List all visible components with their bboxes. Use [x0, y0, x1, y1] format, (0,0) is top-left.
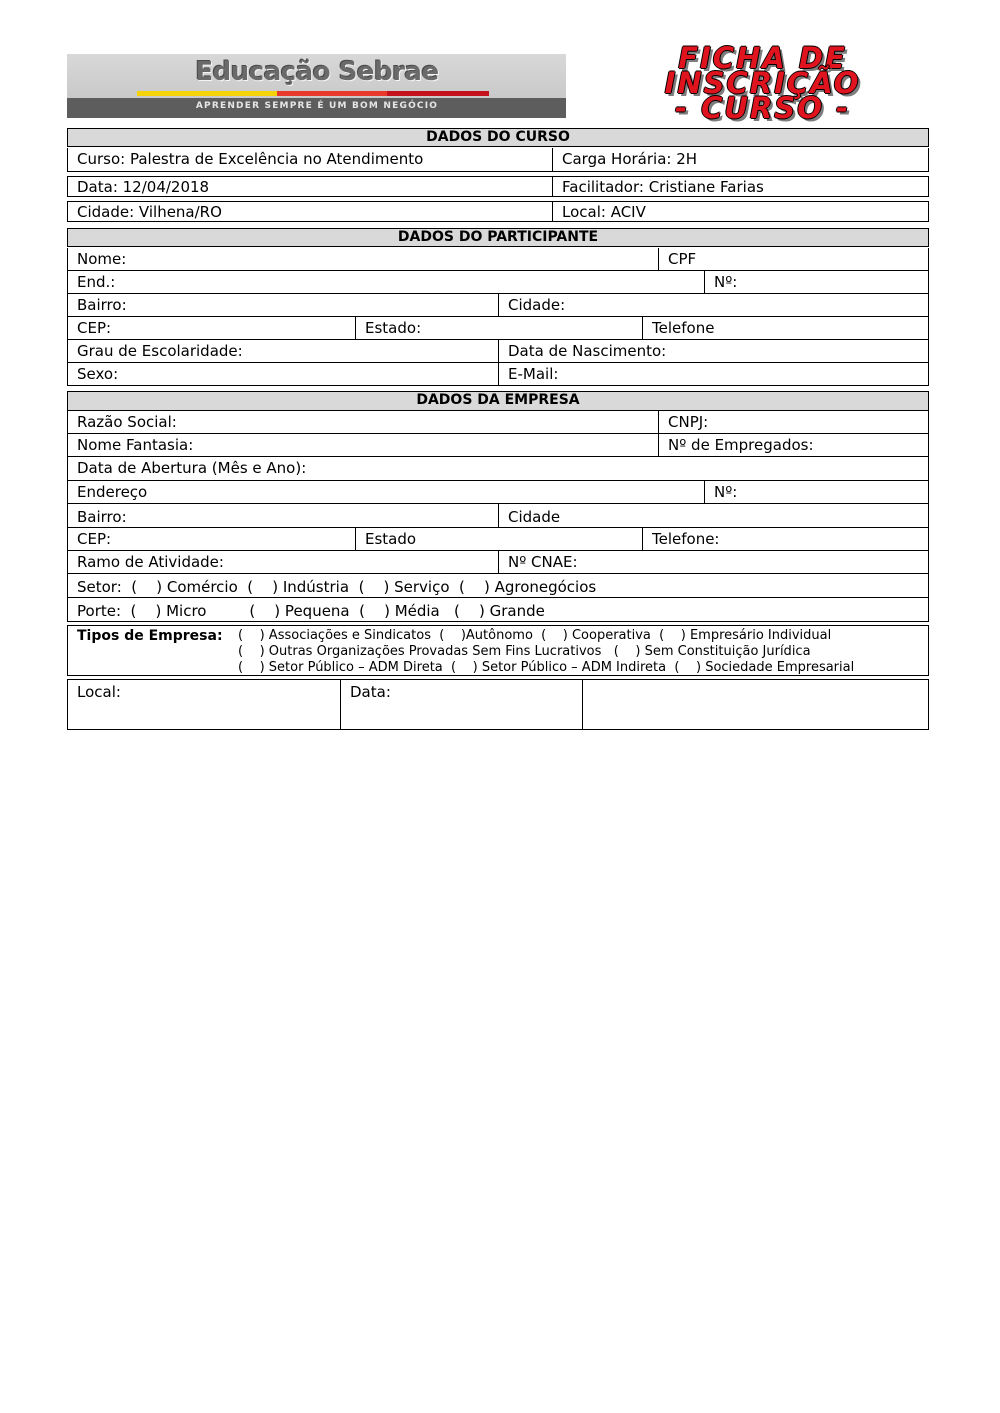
section-header-curso: DADOS DO CURSO: [67, 128, 929, 147]
field-local-assinatura[interactable]: Local:: [77, 683, 121, 701]
row-escolaridade: [67, 340, 929, 363]
row-bairro: [67, 294, 929, 317]
field-curso[interactable]: Curso: Palestra de Excelência no Atendimento: [77, 150, 424, 168]
field-estado-empresa[interactable]: Estado: [355, 528, 642, 550]
field-nascimento[interactable]: Data de Nascimento:: [498, 340, 928, 362]
logo-tagline: APRENDER SEMPRE É UM BOM NEGÓCIO: [195, 101, 439, 111]
row-sexo: [67, 363, 929, 386]
field-cep[interactable]: CEP:: [77, 319, 112, 337]
field-numero[interactable]: Nº:: [704, 271, 928, 293]
logo-tagline-bar: [67, 98, 566, 118]
section-header-empresa: DADOS DA EMPRESA: [67, 391, 929, 411]
row-curso: [67, 148, 929, 172]
field-local[interactable]: Local: ACIV: [552, 202, 928, 221]
field-bairro-empresa[interactable]: Bairro:: [77, 508, 127, 526]
row-porte: [67, 598, 929, 622]
row-ramo: [67, 551, 929, 574]
stripe-red: [387, 91, 489, 96]
tipos-options-line-1[interactable]: ( ) Associações e Sindicatos ( )Autônomo ( ) Cooperativa ( ) Empresário Individual: [238, 628, 832, 643]
field-data[interactable]: Data: 12/04/2018: [77, 178, 210, 196]
field-empregados[interactable]: Nº de Empregados:: [658, 434, 928, 456]
row-endereco: [67, 271, 929, 294]
row-endereco-empresa: [67, 481, 929, 504]
row-abertura: [67, 457, 929, 481]
field-bairro[interactable]: Bairro:: [77, 296, 127, 314]
tipos-empresa-label: Tipos de Empresa:: [77, 628, 223, 644]
row-razao: [67, 411, 929, 434]
signature-row: [67, 679, 929, 730]
field-telefone[interactable]: Telefone: [642, 317, 928, 339]
field-cep-empresa[interactable]: CEP:: [77, 530, 112, 548]
field-telefone-empresa[interactable]: Telefone:: [642, 528, 928, 550]
stripe-orange: [277, 91, 387, 96]
field-data-assinatura[interactable]: Data:: [340, 680, 582, 729]
row-data: [67, 176, 929, 197]
row-cep-empresa: [67, 528, 929, 551]
row-bairro-empresa: [67, 504, 929, 528]
field-cidade-participante[interactable]: Cidade:: [498, 294, 928, 316]
tipos-options-line-3[interactable]: ( ) Setor Público – ADM Direta ( ) Setor Público – ADM Indireta ( ) Sociedade Empresarial: [238, 660, 855, 675]
field-carga-horaria[interactable]: Carga Horária: 2H: [552, 148, 928, 171]
tipos-options-line-2[interactable]: ( ) Outras Organizações Provadas Sem Fins Lucrativos ( ) Sem Constituição Jurídica: [238, 644, 811, 659]
field-razao-social[interactable]: Razão Social:: [77, 413, 177, 431]
row-fantasia: [67, 434, 929, 457]
sebrae-logo: [67, 54, 566, 118]
stripe-yellow: [137, 91, 277, 96]
field-cidade-empresa[interactable]: Cidade: [498, 504, 928, 527]
field-ramo-atividade[interactable]: Ramo de Atividade:: [77, 553, 224, 571]
field-endereco[interactable]: End.:: [77, 273, 116, 291]
field-cidade[interactable]: Cidade: Vilhena/RO: [77, 203, 222, 221]
tipos-empresa-box: [67, 625, 929, 676]
row-nome: [67, 248, 929, 271]
field-sexo[interactable]: Sexo:: [77, 365, 119, 383]
row-cidade: [67, 201, 929, 222]
field-estado[interactable]: Estado:: [355, 317, 642, 339]
heading-line-3: - CURSO -: [675, 91, 850, 125]
row-setor: [67, 574, 929, 598]
field-email[interactable]: E-Mail:: [498, 363, 928, 385]
field-data-abertura[interactable]: Data de Abertura (Mês e Ano):: [77, 459, 307, 477]
field-facilitador[interactable]: Facilitador: Cristiane Farias: [552, 177, 928, 196]
section-header-participante: DADOS DO PARTICIPANTE: [67, 228, 929, 247]
field-escolaridade[interactable]: Grau de Escolaridade:: [77, 342, 243, 360]
field-cnae[interactable]: Nº CNAE:: [498, 551, 928, 573]
field-cnpj[interactable]: CNPJ:: [658, 411, 928, 433]
row-cep: [67, 317, 929, 340]
field-porte[interactable]: Porte: ( ) Micro ( ) Pequena ( ) Média ( ) Grande: [77, 602, 545, 620]
field-nome[interactable]: Nome:: [77, 250, 127, 268]
field-nome-fantasia[interactable]: Nome Fantasia:: [77, 436, 194, 454]
heading-line-2: INSCRIÇÃO: [664, 66, 861, 100]
field-cpf[interactable]: CPF: [658, 248, 928, 270]
field-numero-empresa[interactable]: Nº:: [704, 481, 928, 503]
field-endereco-empresa[interactable]: Endereço: [77, 483, 148, 501]
field-assinatura[interactable]: [582, 680, 928, 729]
heading-line-1: FICHA DE: [678, 41, 847, 75]
logo-title: Educação Sebrae: [195, 57, 439, 87]
form-heading: [585, 41, 940, 125]
logo-color-stripe: [137, 91, 489, 96]
field-setor[interactable]: Setor: ( ) Comércio ( ) Indústria ( ) Serviço ( ) Agronegócios: [77, 578, 597, 596]
